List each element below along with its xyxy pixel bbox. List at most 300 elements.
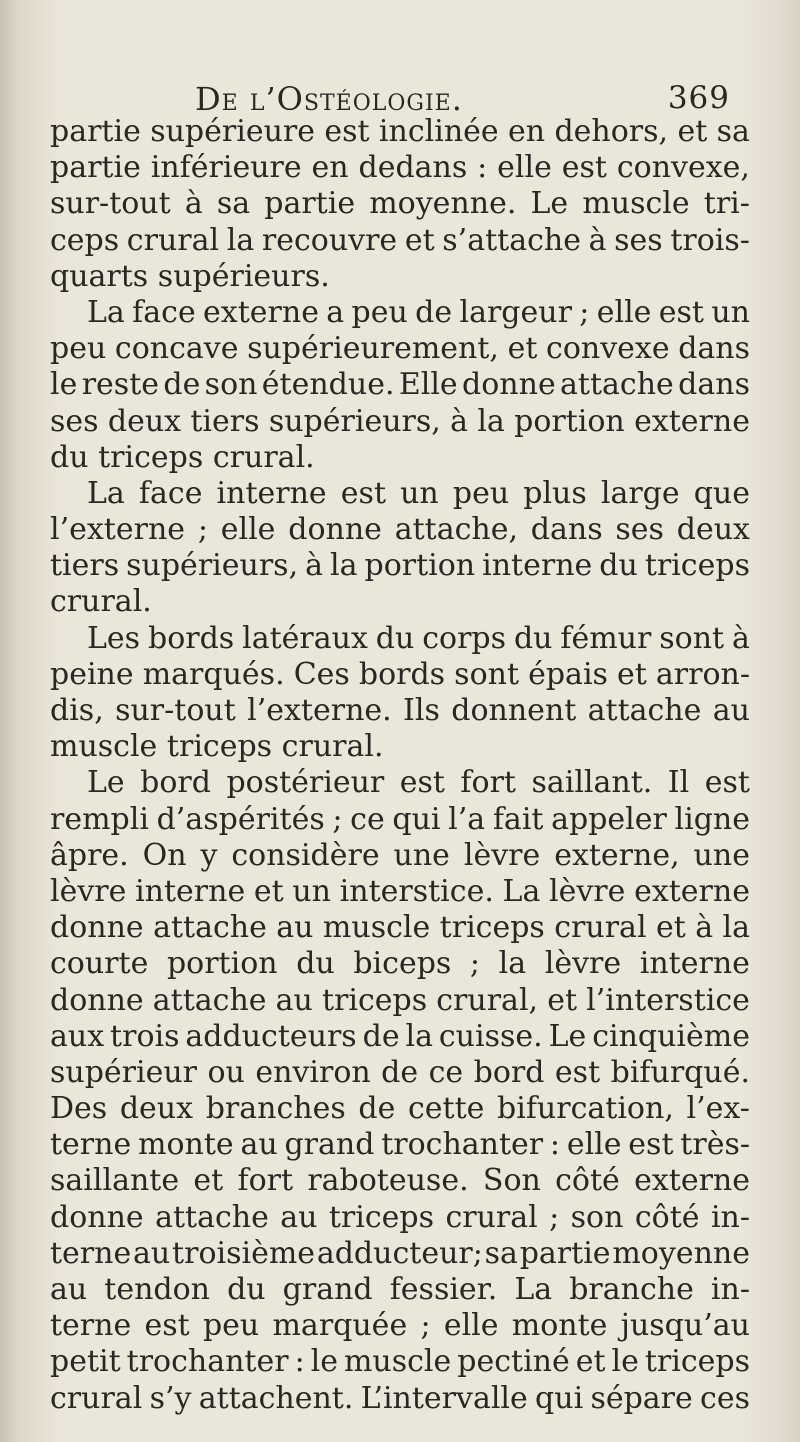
word: Il (667, 765, 690, 801)
word: côté (555, 1163, 620, 1199)
word: et (655, 910, 686, 946)
word: la (226, 222, 255, 258)
word: elle (220, 512, 276, 548)
word: supérieurs. (157, 258, 330, 294)
word: et (547, 982, 577, 1018)
word: tri- (703, 186, 750, 222)
word: du (50, 439, 89, 475)
text-line (50, 983, 750, 1019)
text-line (50, 946, 750, 982)
word: adducteurs (185, 1018, 357, 1054)
word: adducteur; (316, 1235, 483, 1271)
word: Ils (403, 693, 440, 728)
word: du (227, 1272, 266, 1307)
word: terne (50, 1127, 132, 1163)
word: La (502, 873, 541, 909)
word: ; (549, 1199, 560, 1235)
text-line (50, 693, 750, 729)
word: partie (264, 186, 356, 222)
word: ce (350, 801, 385, 837)
word: au (50, 1272, 88, 1307)
text-line (50, 404, 750, 440)
word: in- (710, 1272, 750, 1307)
word: sa (216, 186, 251, 222)
word: fort (237, 1163, 294, 1199)
word: tendon (104, 1272, 210, 1307)
word: trochanter (126, 1344, 289, 1380)
word: crural. (212, 439, 315, 475)
word: ; (420, 1308, 431, 1344)
word: bords (358, 656, 446, 692)
word: trois (110, 1018, 180, 1054)
word: Les (87, 620, 141, 656)
word: au (133, 1235, 171, 1271)
word: dans (678, 331, 750, 367)
word: attache (560, 367, 674, 403)
word: peu (351, 294, 408, 330)
word: est (628, 1127, 674, 1163)
word: latéraux (242, 620, 368, 656)
word: large (600, 475, 680, 511)
word: attache (155, 1199, 269, 1235)
word: et (507, 331, 538, 367)
word: à (588, 222, 607, 258)
word: un (292, 873, 331, 909)
word: à (184, 186, 203, 222)
text-line (50, 874, 750, 910)
word: triceps (321, 982, 428, 1018)
word: la (477, 403, 505, 439)
word: troisième (172, 1235, 316, 1271)
text-line (50, 548, 750, 584)
text-line (50, 838, 750, 874)
word: marqués. (142, 656, 285, 692)
word: triceps (644, 1344, 750, 1380)
word: pectiné (457, 1344, 570, 1380)
word: sont (659, 620, 725, 656)
word: une (393, 837, 450, 873)
word: saillant. (531, 765, 653, 801)
text-line (50, 621, 750, 657)
word: tiers (50, 548, 120, 584)
text-line (50, 1091, 750, 1127)
word: petit (50, 1344, 121, 1380)
word: du (296, 946, 335, 982)
text-line (50, 367, 750, 403)
word: le (611, 1344, 639, 1380)
word: externe, (554, 837, 680, 873)
word: ou (207, 1054, 245, 1090)
word: est (399, 765, 445, 801)
word: attache (153, 910, 267, 946)
word: supérieure (150, 114, 315, 149)
word: son (570, 1199, 624, 1235)
word: Le (530, 186, 569, 222)
text-line (50, 584, 750, 620)
text-line (50, 1344, 750, 1380)
text-line (50, 1127, 750, 1163)
word: du (375, 620, 415, 656)
word: un (711, 294, 750, 330)
word: trochanter (381, 1127, 544, 1163)
word: portion (514, 403, 625, 439)
word: deux (119, 1091, 194, 1127)
word: bords (147, 620, 235, 656)
word: et (253, 873, 284, 909)
word: Le (548, 1018, 587, 1054)
word: supérieurs, (126, 548, 299, 584)
word: reste (81, 367, 160, 403)
word: dehors, (554, 114, 669, 149)
word: corps (422, 620, 507, 656)
word: est (554, 1054, 601, 1090)
word: portion (364, 548, 476, 584)
word: elle (497, 150, 552, 186)
word: grand (284, 1127, 375, 1163)
word: triceps (328, 1199, 435, 1235)
word: son (204, 367, 258, 403)
word: du (513, 620, 553, 656)
text-line (50, 440, 750, 476)
word: partie (50, 114, 141, 149)
word: donnent (451, 693, 577, 728)
word: externe (203, 294, 319, 330)
word: donne (50, 910, 144, 946)
text-line (50, 1236, 750, 1272)
text-line (50, 259, 750, 295)
word: sa (484, 1235, 518, 1271)
word: la (330, 548, 358, 584)
word: crural, (436, 982, 539, 1018)
word: l’a (448, 801, 486, 837)
word: monte (138, 1127, 234, 1163)
word: cinquième (592, 1018, 750, 1054)
word: convexe, (616, 150, 750, 186)
word: moyenne (612, 1235, 750, 1271)
word: sur-tout (115, 693, 236, 728)
word: peu (202, 1308, 260, 1344)
word: largeur (459, 294, 572, 330)
word: donne (50, 982, 144, 1018)
word: fémur (560, 620, 652, 656)
text-line (50, 657, 750, 693)
text-line (50, 223, 750, 259)
word: ligne (674, 801, 750, 837)
word: du (599, 548, 638, 584)
word: très- (680, 1127, 750, 1163)
word: : (477, 150, 488, 186)
word: triceps (644, 548, 750, 584)
word: in- (710, 1199, 750, 1235)
word: au (275, 982, 313, 1018)
word: ses (50, 403, 99, 439)
word: bord (140, 765, 211, 801)
word: quarts (50, 258, 149, 294)
word: ses (614, 222, 663, 258)
word: elle (566, 1127, 622, 1163)
text-line (50, 729, 750, 765)
word: grand (282, 1272, 373, 1307)
text-line (50, 1272, 750, 1308)
word: l’externe. (247, 693, 392, 728)
word: au (712, 693, 750, 728)
word: branche (569, 1272, 694, 1307)
word: jusqu’au (620, 1308, 750, 1344)
word: cette (407, 1091, 485, 1127)
word: marquée (272, 1308, 408, 1344)
word: lèvre (544, 946, 622, 982)
text-line (50, 910, 750, 946)
word: d’aspérités (156, 801, 325, 837)
word: sont (454, 656, 520, 692)
text-line (50, 1163, 750, 1199)
word: tiers (190, 403, 260, 439)
word: est (144, 1308, 190, 1344)
word: l’ex- (686, 1091, 750, 1127)
word: branches (205, 1091, 346, 1127)
word: : (294, 1344, 305, 1380)
word: deux (107, 403, 182, 439)
word: dans (530, 512, 603, 548)
word: bord (473, 1054, 545, 1090)
word: lèvre (50, 873, 127, 909)
word: ce (428, 1054, 464, 1090)
word: attachent. (198, 1380, 354, 1416)
word: âpre. (50, 837, 129, 873)
word: concave (114, 331, 239, 367)
word: courte (50, 946, 149, 982)
word: au (240, 1127, 278, 1163)
word: inclinée (378, 114, 499, 149)
word: elle (443, 1308, 499, 1344)
word: sa (716, 114, 750, 149)
word: externe (634, 873, 750, 909)
word: peu (452, 475, 510, 511)
text-line (50, 1308, 750, 1344)
word: en (311, 150, 349, 186)
word: à (450, 403, 468, 439)
word: interne (216, 475, 327, 511)
word: appeler (551, 801, 667, 837)
word: Ces (293, 656, 350, 692)
word: côté (634, 1199, 700, 1235)
word: à (695, 910, 714, 946)
word: et (617, 656, 647, 692)
word: au (276, 910, 314, 946)
word: terne (50, 1235, 132, 1271)
text-line (50, 512, 750, 548)
word: est (658, 294, 704, 330)
text-line (50, 476, 750, 512)
text-line (50, 295, 750, 331)
word: est (340, 475, 387, 511)
word: Son (482, 1163, 541, 1199)
word: sépare (590, 1380, 693, 1416)
word: au (280, 1199, 318, 1235)
word: s’y (149, 1380, 192, 1416)
word: interne (135, 873, 246, 909)
word: trois- (670, 222, 750, 258)
word: étendue. (261, 367, 395, 403)
word: crural (554, 910, 647, 946)
word: On (142, 837, 187, 873)
word: a (326, 294, 345, 330)
word: de (381, 1054, 419, 1090)
word: la (722, 910, 750, 946)
word: supérieurement, (247, 331, 499, 367)
word: crural. (281, 729, 384, 765)
word: externe (634, 403, 750, 439)
word: terne (50, 1308, 132, 1344)
word: La (87, 475, 125, 511)
word: ; (197, 512, 208, 548)
word: l’externe (50, 512, 186, 548)
word: de (362, 1018, 400, 1054)
word: crural (50, 1380, 143, 1416)
word: en (508, 114, 546, 149)
word: donne (288, 512, 382, 548)
word: sur-tout (50, 186, 171, 222)
word: fessier. (389, 1272, 498, 1307)
word: portion (166, 946, 278, 982)
word: est (324, 114, 370, 149)
word: crural (445, 1199, 538, 1235)
word: fait (492, 801, 544, 837)
word: face (138, 475, 203, 511)
word: le (310, 1344, 338, 1380)
word: que (693, 475, 750, 511)
word: triceps (166, 729, 273, 765)
text-line (50, 802, 750, 838)
word: rempli (50, 801, 149, 837)
word: donne (50, 1199, 144, 1235)
word: triceps (439, 910, 545, 946)
word: environ (255, 1054, 371, 1090)
word: qui (535, 1380, 584, 1416)
word: donne (462, 367, 556, 403)
word: interstice. (339, 873, 494, 909)
word: ses (615, 512, 664, 548)
text-line (50, 186, 750, 222)
word: ; (579, 294, 590, 330)
word: de (415, 294, 453, 330)
word: cuisse. (438, 1018, 543, 1054)
text-line (50, 1200, 750, 1236)
word: l’interstice (586, 982, 750, 1018)
word: et (677, 114, 708, 149)
word: crural (126, 222, 220, 258)
word: épais (528, 656, 608, 692)
word: ; (469, 946, 481, 982)
word: la (405, 1018, 433, 1054)
word: qui (392, 801, 441, 837)
word: Des (50, 1091, 108, 1127)
word: externe (634, 1163, 750, 1199)
word: une (693, 837, 750, 873)
word: face (132, 294, 196, 330)
text-line (50, 1019, 750, 1055)
text-line (50, 331, 750, 367)
word: bifurcation, (497, 1091, 674, 1127)
text-line (50, 114, 750, 150)
word: dis, (50, 693, 104, 728)
word: fort (460, 765, 516, 801)
word: est (561, 150, 607, 186)
word: de (163, 367, 201, 403)
text-line (50, 150, 750, 186)
word: considère (231, 837, 380, 873)
word: et (575, 1344, 606, 1380)
word: recouvre (261, 222, 398, 258)
word: et (404, 222, 435, 258)
word: partie (50, 150, 141, 186)
word: ces (700, 1380, 750, 1416)
word: ; (332, 801, 343, 837)
text-line (50, 1381, 750, 1417)
word: lèvre (463, 837, 541, 873)
word: lèvre (549, 873, 626, 909)
word: bifurqué. (610, 1054, 750, 1090)
word: plus (523, 475, 587, 511)
word: La (514, 1272, 553, 1307)
word: attache (587, 693, 702, 728)
word: postérieur (226, 765, 385, 801)
word: attache (152, 982, 267, 1018)
word: L’intervalle (360, 1380, 528, 1416)
word: attache, (394, 512, 518, 548)
word: biceps (353, 946, 452, 982)
word: un (400, 475, 439, 511)
body-text (50, 114, 750, 1417)
word: partie (519, 1235, 611, 1271)
word: moyenne. (369, 186, 517, 222)
word: ceps (50, 222, 120, 258)
word: monte (511, 1308, 608, 1344)
word: y (200, 837, 218, 873)
word: arron- (655, 656, 750, 692)
word: muscle (582, 186, 690, 222)
word: La (87, 294, 125, 330)
running-title: De l’Ostéologie. (195, 80, 463, 118)
word: à (732, 620, 750, 656)
word: dedans (358, 150, 468, 186)
word: triceps (98, 439, 204, 475)
word: muscle (322, 910, 431, 946)
word: dans (678, 367, 750, 403)
text-line (50, 1055, 750, 1091)
word: muscle (50, 729, 158, 765)
word: muscle (343, 1344, 452, 1380)
word: supérieur (50, 1054, 198, 1090)
word: la (498, 946, 527, 982)
word: s’attache (442, 222, 581, 258)
word: saillante (50, 1163, 180, 1199)
word: convexe (546, 331, 670, 367)
word: à (305, 548, 323, 584)
word: inférieure (150, 150, 302, 186)
word: interne (639, 946, 750, 982)
word: peu (50, 331, 107, 367)
word: raboteuse. (307, 1163, 469, 1199)
word: Elle (398, 367, 458, 403)
word: Le (87, 765, 125, 801)
word: supérieurs, (268, 403, 441, 439)
word: peine (50, 656, 134, 692)
word: interne (482, 548, 593, 584)
word: deux (676, 512, 750, 548)
word: crural. (50, 584, 152, 620)
word: aux (50, 1018, 105, 1054)
